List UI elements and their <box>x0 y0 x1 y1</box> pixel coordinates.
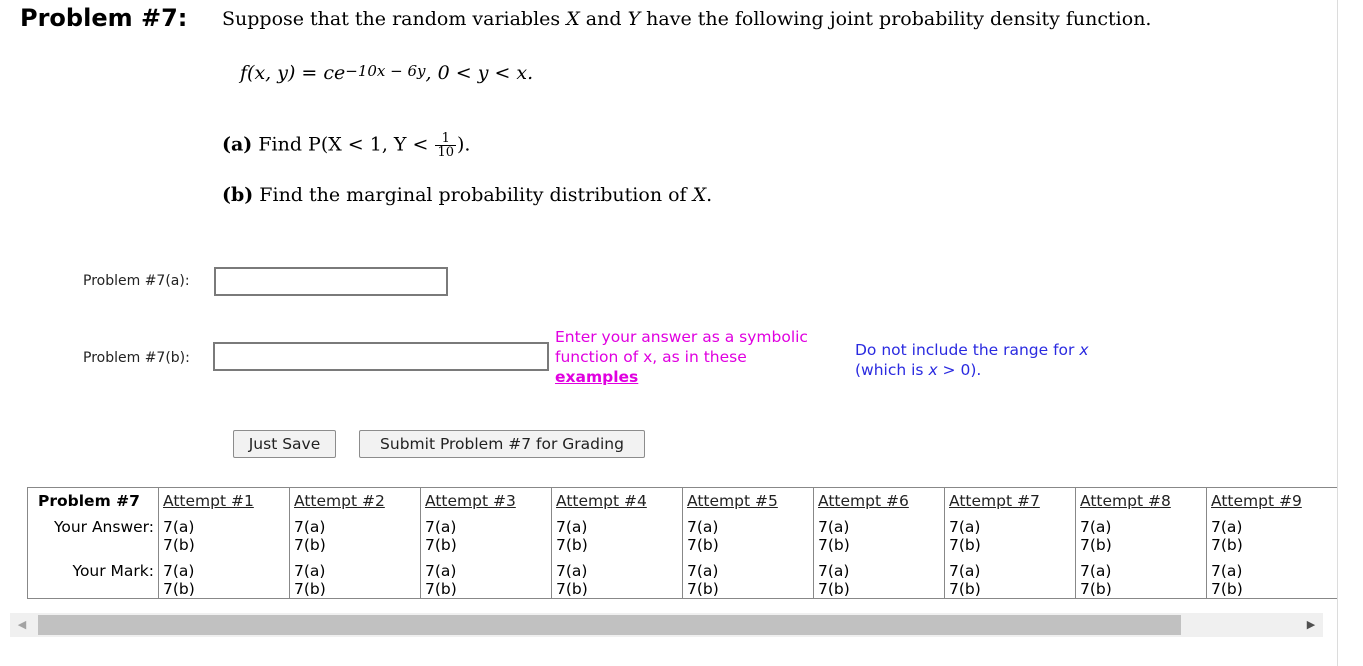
attempt-link[interactable]: Attempt #4 <box>556 492 647 510</box>
scrollbar-thumb[interactable] <box>38 615 1181 635</box>
attempt-link[interactable]: Attempt #5 <box>687 492 778 510</box>
answer-b-input[interactable] <box>213 342 549 371</box>
attempt-link[interactable]: Attempt #1 <box>163 492 254 510</box>
answer-a-label: Problem #7(a): <box>83 273 190 289</box>
answer-hint: Enter your answer as a symbolic function of x, as in these examples <box>555 328 808 386</box>
question-a: (a) Find P(X < 1, Y < $\frac{1}{10}$ ). <box>222 131 471 160</box>
submit-button[interactable]: Submit Problem #7 for Grading <box>359 430 645 458</box>
attempt-header <box>683 488 814 515</box>
mark-cell: 7(a) 7(b) <box>683 562 814 599</box>
answer-cell: 7(a) 7(b) <box>945 514 1076 562</box>
your-mark-label: Your Mark: <box>28 562 159 599</box>
attempt-header <box>945 488 1076 515</box>
answer-a-input[interactable] <box>214 267 448 296</box>
attempt-header <box>1207 488 1338 515</box>
attempt-header <box>1076 488 1207 515</box>
mark-cell: 7(a) 7(b) <box>290 562 421 599</box>
attempt-link[interactable]: Attempt #2 <box>294 492 385 510</box>
answer-cell: 7(a) 7(b) <box>552 514 683 562</box>
answer-cell: 7(a) 7(b) <box>683 514 814 562</box>
your-mark-row <box>28 562 1338 599</box>
attempts-header-row <box>28 488 1338 515</box>
mark-cell: 7(a) 7(b) <box>945 562 1076 599</box>
scroll-left-icon[interactable]: ◀ <box>17 618 27 631</box>
answer-cell: 7(a) 7(b) <box>421 514 552 562</box>
your-answer-label: Your Answer: <box>28 514 159 562</box>
answer-b-label: Problem #7(b): <box>83 350 190 366</box>
just-save-button[interactable]: Just Save <box>233 430 336 458</box>
problem-title: Problem #7: <box>20 4 188 32</box>
density-formula: f(x, $y) = ce^{-10x - 6y}$, 0 < y < x. <box>240 62 534 84</box>
attempt-header <box>421 488 552 515</box>
fraction: $\frac{1}{10}$ <box>437 131 455 160</box>
problem-intro: Suppose that the random variables X and Y have the following joint probability density function. <box>222 8 1152 30</box>
attempt-link[interactable]: Attempt #7 <box>949 492 1040 510</box>
page-right-border <box>1337 0 1338 666</box>
range-note: Do not include the range for x (which is x > 0). <box>855 341 1089 379</box>
mark-cell: 7(a) 7(b) <box>1207 562 1338 599</box>
mark-cell: 7(a) 7(b) <box>1076 562 1207 599</box>
answer-cell: 7(a) 7(b) <box>1076 514 1207 562</box>
answer-cell: 7(a) 7(b) <box>159 514 290 562</box>
answer-cell: 7(a) 7(b) <box>814 514 945 562</box>
mark-cell: 7(a) 7(b) <box>814 562 945 599</box>
answer-cell: 7(a) 7(b) <box>1207 514 1338 562</box>
attempt-header <box>552 488 683 515</box>
attempt-header <box>814 488 945 515</box>
mark-cell: 7(a) 7(b) <box>552 562 683 599</box>
attempts-table <box>27 487 1337 599</box>
examples-link[interactable]: examples <box>555 368 639 386</box>
scroll-right-icon[interactable]: ▶ <box>1306 618 1316 631</box>
attempt-header <box>290 488 421 515</box>
your-answer-row <box>28 514 1338 562</box>
attempt-link[interactable]: Attempt #3 <box>425 492 516 510</box>
horizontal-scrollbar[interactable] <box>10 613 1323 637</box>
mark-cell: 7(a) 7(b) <box>159 562 290 599</box>
mark-cell: 7(a) 7(b) <box>421 562 552 599</box>
attempt-header <box>159 488 290 515</box>
attempt-link[interactable]: Attempt #8 <box>1080 492 1171 510</box>
question-b: (b) Find the marginal probability distribution of X. <box>222 184 713 206</box>
answer-cell: 7(a) 7(b) <box>290 514 421 562</box>
attempt-link[interactable]: Attempt #9 <box>1211 492 1302 510</box>
attempts-header-label: Problem #7 <box>28 488 159 515</box>
attempt-link[interactable]: Attempt #6 <box>818 492 909 510</box>
